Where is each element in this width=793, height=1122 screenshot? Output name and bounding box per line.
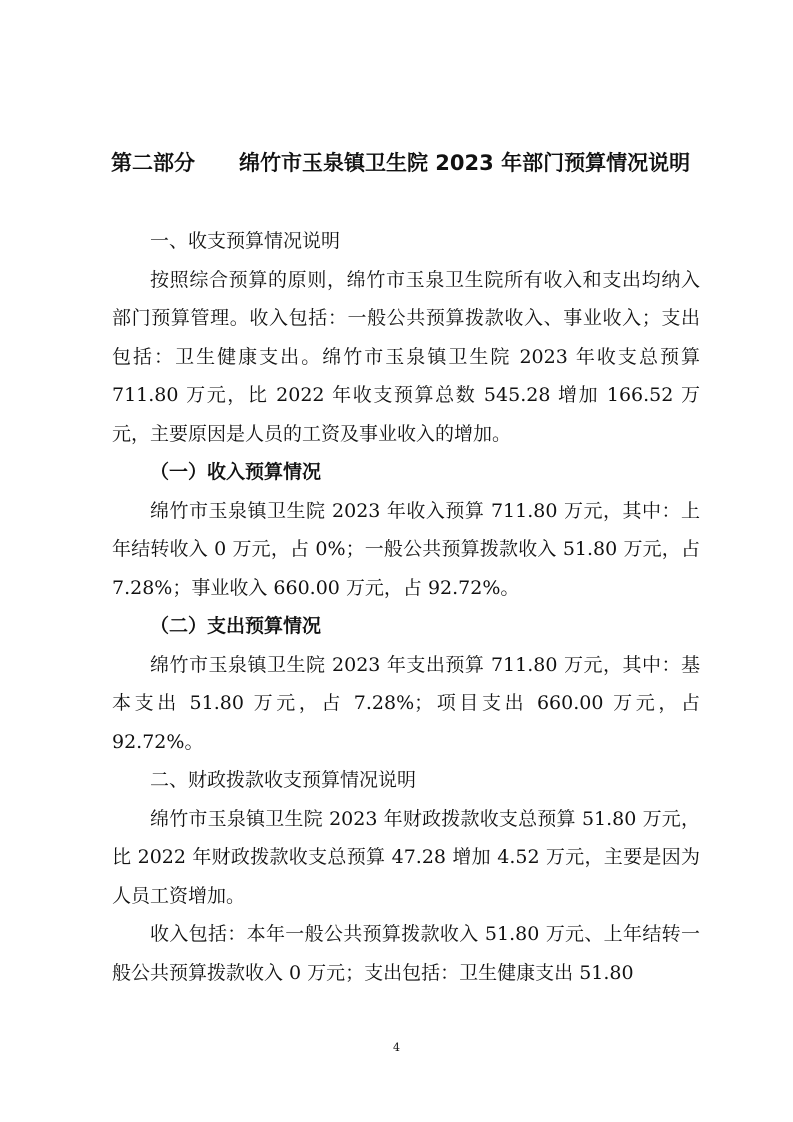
- section-heading-2: 二、财政拨款收支预算情况说明: [150, 769, 417, 791]
- title-part-label: 第二部分: [111, 151, 195, 175]
- page-number: 4: [393, 1041, 400, 1054]
- subsection-heading-expenditure: （二）支出预算情况: [150, 615, 322, 637]
- subsection-heading-income: （一）收入预算情况: [150, 461, 322, 483]
- paragraph-income: 绵竹市玉泉镇卫生院 2023 年收入预算 711.80 万元，其中：上年结转收入 0 万元，占 0%；一般公共预算拨款收入 51.80 万元，占 7.28%；事业收入 660.00 万元，占 92.72%。: [112, 499, 700, 599]
- paragraph-fiscal-details: 收入包括：本年一般公共预算拨款收入 51.80 万元、上年结转一般公共预算拨款收入 0 万元；支出包括：卫生健康支出 51.80: [112, 923, 700, 984]
- page-title: [111, 146, 711, 180]
- document-body: [112, 222, 700, 992]
- paragraph-expenditure: 绵竹市玉泉镇卫生院 2023 年支出预算 711.80 万元，其中：基本支出 51.80 万元，占 7.28%；项目支出 660.00 万元，占 92.72%。: [112, 653, 700, 753]
- paragraph-fiscal: 绵竹市玉泉镇卫生院 2023 年财政拨款收支总预算 51.80 万元，比 2022 年财政拨款收支总预算 47.28 增加 4.52 万元，主要是因为人员工资增加。: [112, 807, 700, 907]
- title-text: 绵竹市玉泉镇卫生院 2023 年部门预算情况说明: [239, 151, 691, 175]
- section-heading-1: 一、收支预算情况说明: [150, 230, 341, 252]
- paragraph-overview: 按照综合预算的原则，绵竹市玉泉卫生院所有收入和支出均纳入部门预算管理。收入包括：一般公共预算拨款收入、事业收入；支出包括：卫生健康支出。绵竹市玉泉镇卫生院 2023 年收支总预算 711.80 万元，比 2022 年收支预算总数 545.28 增加 166.52 万元，主要原因是人员的工资及事业收入的增加。: [112, 268, 700, 445]
